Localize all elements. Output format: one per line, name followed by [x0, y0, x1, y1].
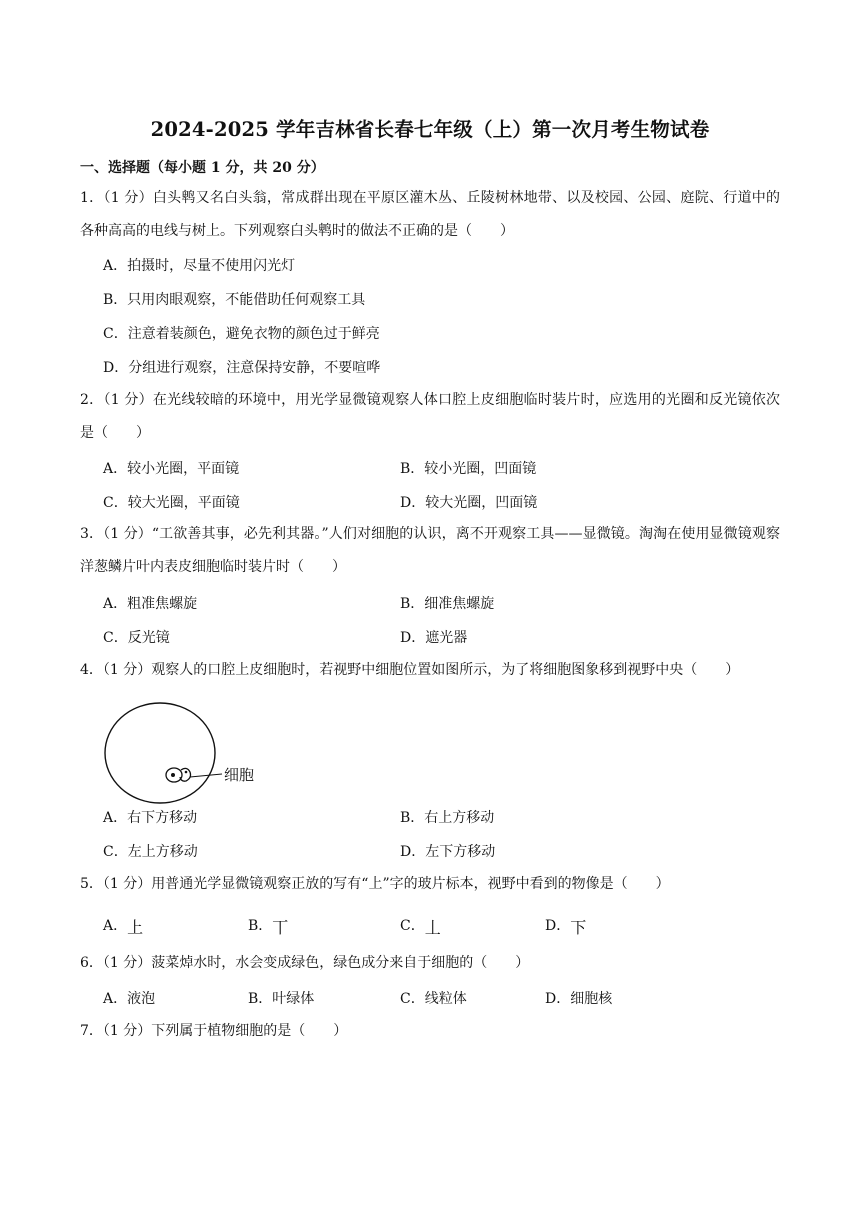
cell-nucleus: [171, 773, 175, 777]
question-stem: 用普通光学显微镜观察正放的写有“上”字的玻片标本，视野中看到的物像是（ ）: [151, 876, 670, 892]
field-of-view-circle: [105, 703, 215, 803]
question-stem: “工欲善其事，必先利其器。”人们对细胞的认识，离不开观察工具——显微镜。淘淘在使用显微镜观察洋葱鳞片叶内表皮细胞临时装片时（ ）: [80, 526, 780, 575]
option-d: D．分组进行观察，注意保持安静，不要喧哗: [103, 360, 381, 376]
question-3: [80, 518, 780, 584]
option-c: C．较大光圈，平面镜: [103, 495, 240, 511]
option-d: D．较大光圈，凹面镜: [400, 495, 538, 511]
question-score: （1 分）: [103, 392, 153, 408]
question-score: （1 分）: [102, 1023, 152, 1039]
glyph-xia: 下: [570, 918, 587, 937]
question-2: [80, 384, 780, 450]
question-stem: 白头鹎又名白头翁，常成群出现在平原区灌木丛、丘陵树林地带、以及校园、公园、庭院、行道中的各种高高的电线与树上。下列观察白头鹎时的做法不正确的是（ ）: [80, 190, 781, 239]
question-number: 1．: [80, 190, 104, 206]
option-d: D．细胞核: [545, 991, 613, 1007]
option-a: A．右下方移动: [103, 810, 198, 826]
question-stem: 菠菜焯水时，水会变成绿色，绿色成分来自于细胞的（ ）: [151, 955, 530, 971]
question-score: （1 分）: [103, 190, 153, 206]
option-b: B．细准焦螺旋: [400, 596, 495, 612]
option-c: C．左上方移动: [103, 844, 198, 860]
option-a: A．较小光圈，平面镜: [103, 461, 240, 477]
question-number: 2．: [80, 392, 104, 408]
question-score: （1 分）: [102, 955, 152, 971]
question-score: （1 分）: [102, 876, 152, 892]
question-6: [80, 947, 780, 980]
question-4: [80, 654, 780, 687]
glyph-flipped-left: 丄: [424, 918, 441, 937]
option-b: B．丅: [248, 918, 289, 937]
question-stem: 观察人的口腔上皮细胞时，若视野中细胞位置如图所示，为了将细胞图象移到视野中央（ ）: [151, 662, 740, 678]
option-b: B．较小光圈，凹面镜: [400, 461, 537, 477]
option-d: D．下: [545, 918, 587, 937]
option-c: C．反光镜: [103, 630, 170, 646]
option-b: B．只用肉眼观察，不能借助任何观察工具: [103, 292, 366, 308]
option-c: C．注意着装颜色，避免衣物的颜色过于鲜亮: [103, 326, 380, 342]
question-1: [80, 182, 780, 248]
option-a: A．粗准焦螺旋: [103, 596, 198, 612]
question-7: [80, 1015, 780, 1048]
option-b: B．叶绿体: [248, 991, 315, 1007]
question-number: 3．: [80, 526, 104, 542]
question-number: 7．: [80, 1023, 103, 1039]
question-number: 4．: [80, 662, 103, 678]
microscope-field-figure: [104, 697, 284, 805]
question-number: 6．: [80, 955, 103, 971]
option-d: D．左下方移动: [400, 844, 496, 860]
question-number: 5．: [80, 876, 103, 892]
option-c: C．线粒体: [400, 991, 467, 1007]
question-score: （1 分）: [103, 526, 152, 542]
question-score: （1 分）: [102, 662, 152, 678]
field-of-view-diagram: [104, 697, 284, 805]
option-d: D．遮光器: [400, 630, 468, 646]
question-5: [80, 868, 780, 901]
option-a: A．液泡: [103, 991, 156, 1007]
option-c: C．丄: [400, 918, 441, 937]
option-a: A．上: [103, 918, 144, 937]
label-pointer: [190, 774, 222, 777]
option-b: B．右上方移动: [400, 810, 495, 826]
glyph-shang: 上: [127, 918, 144, 937]
exam-title: 2024-2025 学年吉林省长春七年级（上）第一次月考生物试卷: [150, 118, 710, 141]
option-a: A．拍摄时，尽量不使用闪光灯: [103, 258, 296, 274]
figure-label-cell: 细胞: [224, 766, 255, 784]
glyph-flipped-up: 丅: [272, 918, 289, 937]
section-heading: 一、选择题（每小题 1 分，共 20 分）: [80, 160, 325, 176]
question-stem: 在光线较暗的环境中，用光学显微镜观察人体口腔上皮细胞临时装片时，应选用的光圈和反光镜依次是（ ）: [80, 392, 781, 441]
question-stem: 下列属于植物细胞的是（ ）: [151, 1023, 348, 1039]
